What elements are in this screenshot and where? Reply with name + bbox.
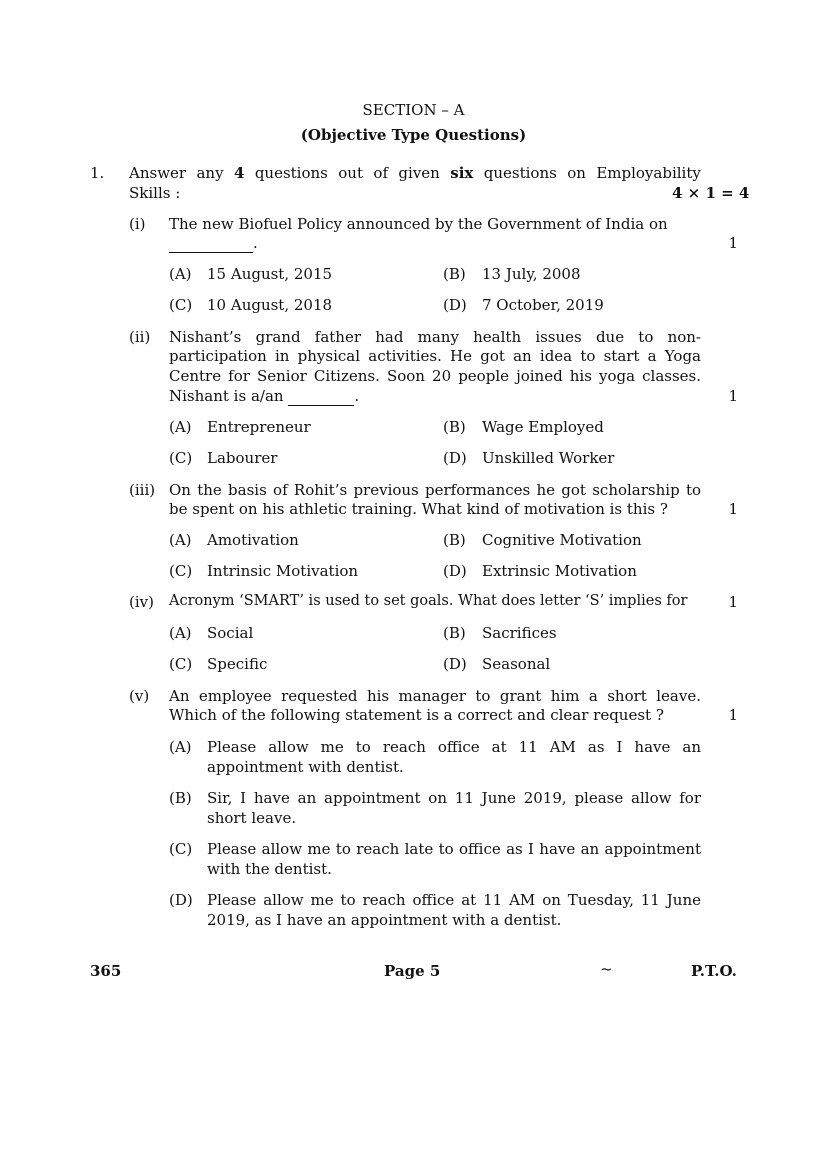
option-text: Please allow me to reach office at 11 AM on Tuesday, 11 June: [207, 891, 701, 909]
page-number: Page 5: [384, 962, 441, 980]
option-label: (C): [169, 840, 193, 858]
option-label: (A): [169, 418, 192, 436]
subquestion-number: (i): [129, 215, 146, 233]
pto-label: P.T.O.: [691, 962, 737, 980]
subquestion-text: Which of the following statement is a correct and clear request ?: [169, 706, 664, 724]
option-text: appointment with dentist.: [207, 758, 404, 776]
q-six: six: [450, 164, 474, 182]
option-text: Labourer: [207, 449, 278, 467]
q-word: Employability: [596, 164, 701, 182]
subquestion-text: [169, 387, 359, 406]
option-text: Sacrifices: [482, 624, 557, 642]
q-word: given: [398, 164, 440, 182]
option-label: (C): [169, 655, 193, 673]
option-text: Extrinsic Motivation: [482, 562, 637, 580]
option-text: Wage Employed: [482, 418, 604, 436]
answer-blank: [169, 234, 258, 253]
section-title: SECTION – A: [362, 101, 465, 119]
q-count: 4: [233, 164, 245, 182]
subquestion-text-stem: Nishant is a/an: [169, 387, 284, 405]
option-text: short leave.: [207, 809, 297, 827]
option-text: 10 August, 2018: [207, 296, 333, 314]
subquestion-mark: 1: [728, 706, 738, 724]
blank-period: .: [253, 234, 258, 252]
subquestion-number: (iii): [129, 481, 156, 499]
option-label: (B): [443, 531, 466, 549]
section-subtitle: (Objective Type Questions): [300, 126, 527, 144]
q-word: out: [338, 164, 364, 182]
subquestion-mark: 1: [728, 387, 738, 405]
question-line-1: [129, 164, 701, 182]
subquestion-mark: 1: [728, 500, 738, 518]
question-number: 1.: [90, 164, 105, 182]
subquestion-text: Nishant’s grand father had many health issues due to non-: [169, 328, 701, 346]
option-text: Entrepreneur: [207, 418, 311, 436]
option-text: Seasonal: [482, 655, 551, 673]
subquestion-text: Centre for Senior Citizens. Soon 20 people joined his yoga classes.: [169, 367, 701, 385]
q-word: questions: [483, 164, 557, 182]
option-text: Amotivation: [207, 531, 299, 549]
option-text: 15 August, 2015: [207, 265, 333, 283]
option-label: (C): [169, 296, 193, 314]
blank-period: .: [354, 387, 360, 405]
question-line-2: Skills :: [129, 184, 181, 202]
tilde-mark: ~: [600, 960, 613, 978]
subquestion-text: The new Biofuel Policy announced by the Government of India on: [169, 215, 668, 233]
subquestion-text: An employee requested his manager to grant him a short leave.: [169, 687, 701, 705]
option-label: (B): [443, 624, 466, 642]
option-text: Sir, I have an appointment on 11 June 2019, please allow for: [207, 789, 701, 807]
option-label: (D): [443, 562, 467, 580]
option-text: Social: [207, 624, 254, 642]
option-label: (C): [169, 562, 193, 580]
subquestion-text: participation in physical activities. He got an idea to start a Yoga: [169, 347, 701, 365]
option-label: (D): [443, 296, 467, 314]
option-text: 7 October, 2019: [482, 296, 604, 314]
option-text: 13 July, 2008: [482, 265, 581, 283]
option-text: Unskilled Worker: [482, 449, 615, 467]
option-label: (A): [169, 624, 192, 642]
option-text: Cognitive Motivation: [482, 531, 642, 549]
option-text: Specific: [207, 655, 268, 673]
subquestion-mark: 1: [728, 593, 738, 611]
subquestion-text: On the basis of Rohit’s previous performances he got scholarship to: [169, 481, 701, 499]
subquestion-text: be spent on his athletic training. What kind of motivation is this ?: [169, 500, 668, 518]
paper-code: 365: [90, 962, 122, 980]
option-label: (C): [169, 449, 193, 467]
q-word: questions: [254, 164, 328, 182]
option-label: (B): [169, 789, 192, 807]
q-word: of: [373, 164, 389, 182]
option-label: (A): [169, 738, 192, 756]
option-label: (B): [443, 418, 466, 436]
option-label: (B): [443, 265, 466, 283]
option-label: (D): [443, 655, 467, 673]
option-label: (D): [169, 891, 193, 909]
subquestion-text: Acronym ‘SMART’ is used to set goals. What does letter ‘S’ implies for: [169, 593, 688, 609]
option-label: (A): [169, 531, 192, 549]
option-label: (A): [169, 265, 192, 283]
option-text: Please allow me to reach late to office as I have an appointment: [207, 840, 701, 858]
subquestion-number: (v): [129, 687, 150, 705]
option-text: 2019, as I have an appointment with a dentist.: [207, 911, 562, 929]
question-marks: 4 × 1 = 4: [672, 184, 750, 202]
option-text: with the dentist.: [207, 860, 332, 878]
subquestion-mark: 1: [728, 234, 738, 252]
q-word: Answer: [129, 164, 187, 182]
q-word: on: [567, 164, 586, 182]
subquestion-number: (iv): [129, 593, 154, 611]
option-text: Intrinsic Motivation: [207, 562, 359, 580]
option-text: Please allow me to reach office at 11 AM as I have an: [207, 738, 701, 756]
option-label: (D): [443, 449, 467, 467]
subquestion-number: (ii): [129, 328, 151, 346]
q-word: any: [196, 164, 224, 182]
